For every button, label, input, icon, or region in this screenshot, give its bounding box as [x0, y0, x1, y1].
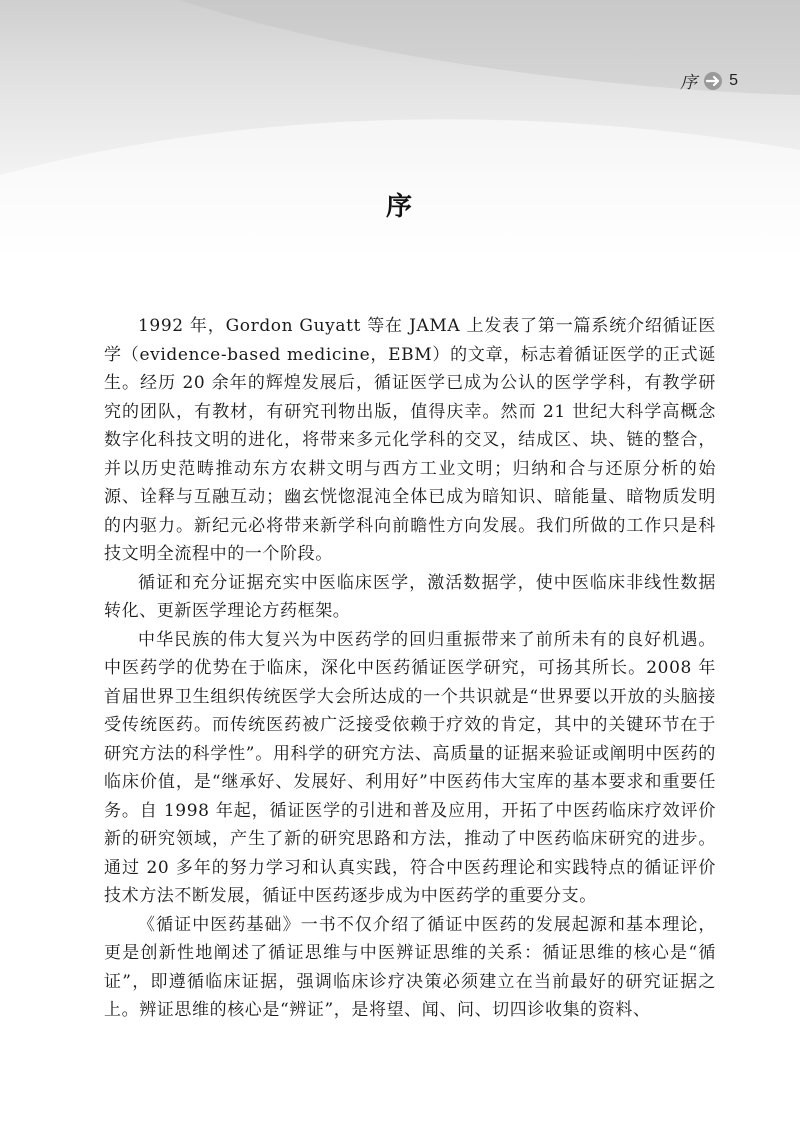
- running-head: [680, 68, 738, 93]
- paragraph: 循证和充分证据充实中医临床医学，激活数据学，使中医临床非线性数据转化、更新医学理论方药框架。: [104, 572, 716, 621]
- running-head-title: 序: [680, 73, 698, 93]
- paragraph: 中华民族的伟大复兴为中医药学的回归重振带来了前所未有的良好机遇。中医药学的优势在于临床，深化中医药循证医学研究，可扬其所长。2008 年首届世界卫生组织传统医学大会所达成的一个共识就是“世界要以开放的头脑接受传统医药。而传统医药被广泛接受依赖于疗效的肯定，其中的关键环节在于研究方法的科学性”。用科学的研究方法、高质量的证据来验证或阐明中医药的临床价值，是“继承好、发展好、利用好”中医药伟大宝库的基本要求和重要任务。自 1998 年起，循证医学的引进和普及应用，开拓了中医药临床疗效评价新的研究领域，产生了新的研究思路和方法，推动了中医药临床研究的进步。通过 20 多年的努力学习和认真实践，符合中医药理论和实践特点的循证评价技术方法不断发展，循证中医药逐步成为中医药学的重要分支。: [104, 629, 716, 906]
- page-number: 5: [729, 71, 738, 89]
- page-title: 序: [385, 192, 414, 222]
- arrow-right-icon: [703, 71, 723, 91]
- paragraph: 《循证中医药基础》一书不仅介绍了循证中医药的发展起源和基本理论，更是创新性地阐述了循证思维与中医辨证思维的关系：循证思维的核心是“循证”，即遵循临床证据，强调临床诊疗决策必须建立在当前最好的研究证据之上。辨证思维的核心是“辨证”，是将望、闻、问、切四诊收集的资料、: [104, 914, 716, 1020]
- paragraph: 1992 年，Gordon Guyatt 等在 JAMA 上发表了第一篇系统介绍循证医学（evidence-based medicine，EBM）的文章，标志着循证医学的正式诞生。经历 20 余年的辉煌发展后，循证医学已成为公认的医学学科，有教学研究的团队，有教材，有研究刊物出版，值得庆幸。然而 21 世纪大科学高概念数字化科技文明的进化，将带来多元化学科的交叉，结成区、块、链的整合，并以历史范畴推动东方农耕文明与西方工业文明；归纳和合与还原分析的始源、诠释与互融互动；幽玄恍惚混沌全体已成为暗知识、暗能量、暗物质发明的内驱力。新纪元必将带来新学科向前瞻性方向发展。我们所做的工作只是科技文明全流程中的一个阶段。: [104, 316, 716, 564]
- body-text: [104, 312, 716, 1025]
